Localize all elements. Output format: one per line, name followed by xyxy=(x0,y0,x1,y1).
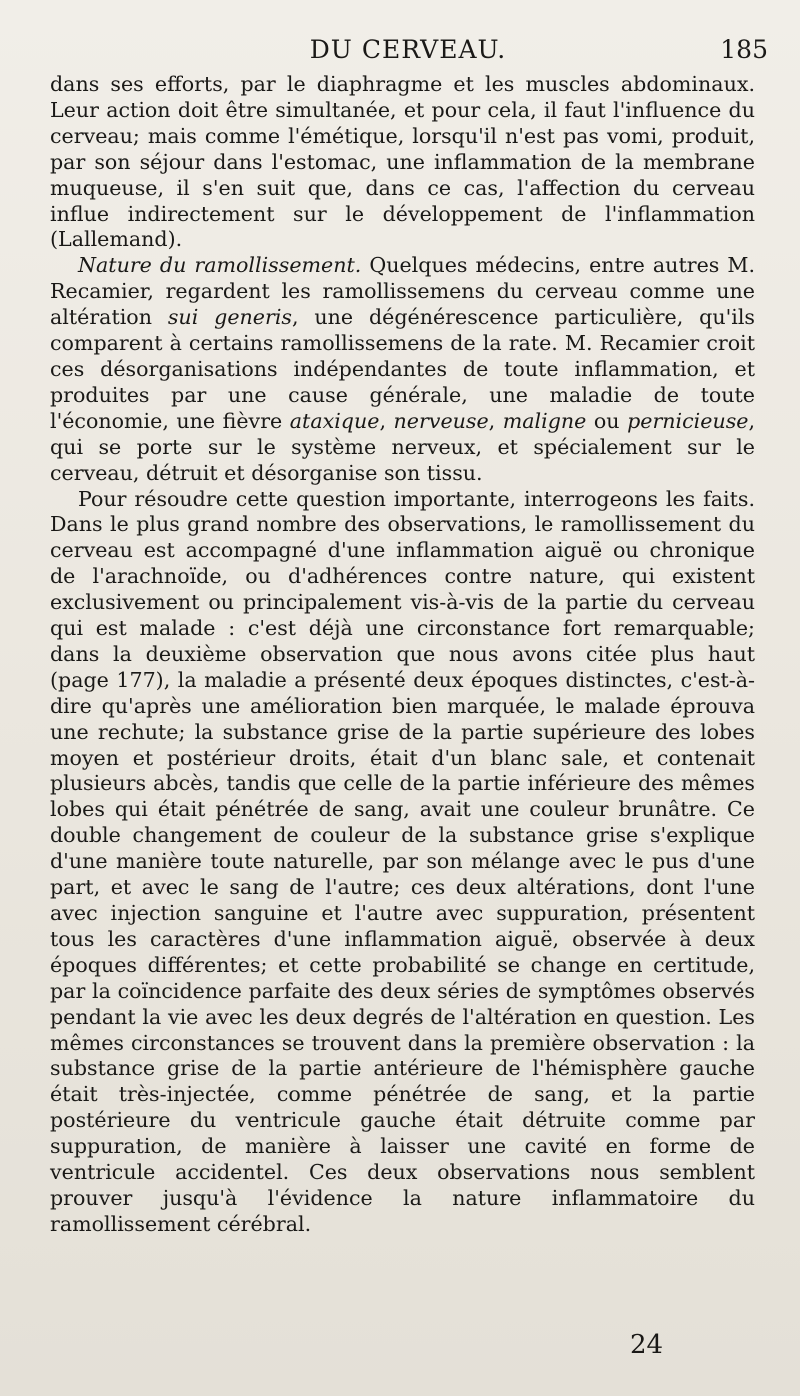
text-run: Quelques médecins, entre autres M. Recamier, regardent les ramollissemens du cerveau comme une altération xyxy=(50,253,755,330)
section-heading: Nature du ramollissement. xyxy=(78,253,362,278)
running-title: DU CERVEAU. xyxy=(309,35,507,64)
body-text xyxy=(50,72,755,1238)
paragraph-continuation: dans ses efforts, par le diaphragme et les muscles abdominaux. Leur action doit être simultanée, et pour cela, il faut l'influence du cerveau; mais comme l'émétique, lorsqu'il n'est pas vomi, produit, par son séjour dans l'estomac, une inflammation de la membrane muqueuse, il s'en suit que, dans ce cas, l'affection du cerveau influe indirectement sur le développement de l'inflammation (Lallemand). xyxy=(50,72,755,252)
italic-term: pernicieuse xyxy=(627,408,749,433)
text-run: ou xyxy=(586,408,628,433)
italic-term: sui generis xyxy=(167,305,292,330)
text-run: , qui se porte sur le système nerveux, et spécialement sur le cerveau, détruit et désorganise son tissu. xyxy=(50,408,756,485)
italic-term: maligne xyxy=(502,408,587,433)
signature-mark: 24 xyxy=(630,1330,664,1360)
paragraph-nature xyxy=(50,253,755,486)
italic-term: nerveuse xyxy=(393,408,489,433)
page-number: 185 xyxy=(720,35,768,64)
italic-term: ataxique xyxy=(289,408,380,433)
text-run: , une dégénérescence particulière, qu'ils comparent à certains ramollissemens de la rate. M. Recamier croit ces désorganisations indépendantes de toute inflammation, et produites par une cause générale, une maladie de toute l'économie, une fièvre xyxy=(50,305,755,433)
paragraph-question: Pour résoudre cette question importante, interrogeons les faits. Dans le plus grand nombre des observations, le ramollissement du cerveau est accompagné d'une inflammation aiguë ou chronique de l'arachnoïde, ou d'adhérences contre nature, qui existent exclusivement ou principalement vis-à-vis de la partie du cerveau qui est malade : c'est déjà une circonstance fort remarquable; dans la deuxième observation que nous avons citée plus haut (page 177), la maladie a présenté deux époques distinctes, c'est-à-dire qu'après une amélioration bien marquée, le malade éprouva une rechute; la substance grise de la partie supérieure des lobes moyen et postérieur droits, était d'un blanc sale, et contenait plusieurs abcès, tandis que celle de la partie inférieure des mêmes lobes qui était pénétrée de sang, avait une couleur brunâtre. Ce double changement de couleur de la substance grise s'explique d'une manière toute naturelle, par son mélange avec le pus d'une part, et avec le sang de l'autre; ces deux altérations, dont l'une avec injection sanguine et l'autre avec suppuration, présentent tous les caractères d'une inflammation aiguë, observée à deux époques différentes; et cette probabilité se change en certitude, par la coïncidence parfaite des deux séries de symptômes observés pendant la vie avec les deux degrés de l'altération en question. Les mêmes circonstances se trouvent dans la première observation : la substance grise de la partie antérieure de l'hémisphère gauche était très-injectée, comme pénétrée de sang, et la partie postérieure du ventricule gauche était détruite comme par suppuration, de manière à laisser une cavité en forme de ventricule accidentel. Ces deux observations nous semblent prouver jusqu'à l'évidence la nature inflammatoire du ramollissement cérébral. xyxy=(50,486,755,1236)
text-run: , xyxy=(379,408,394,433)
page-header xyxy=(48,30,768,70)
text-run: , xyxy=(488,408,503,433)
